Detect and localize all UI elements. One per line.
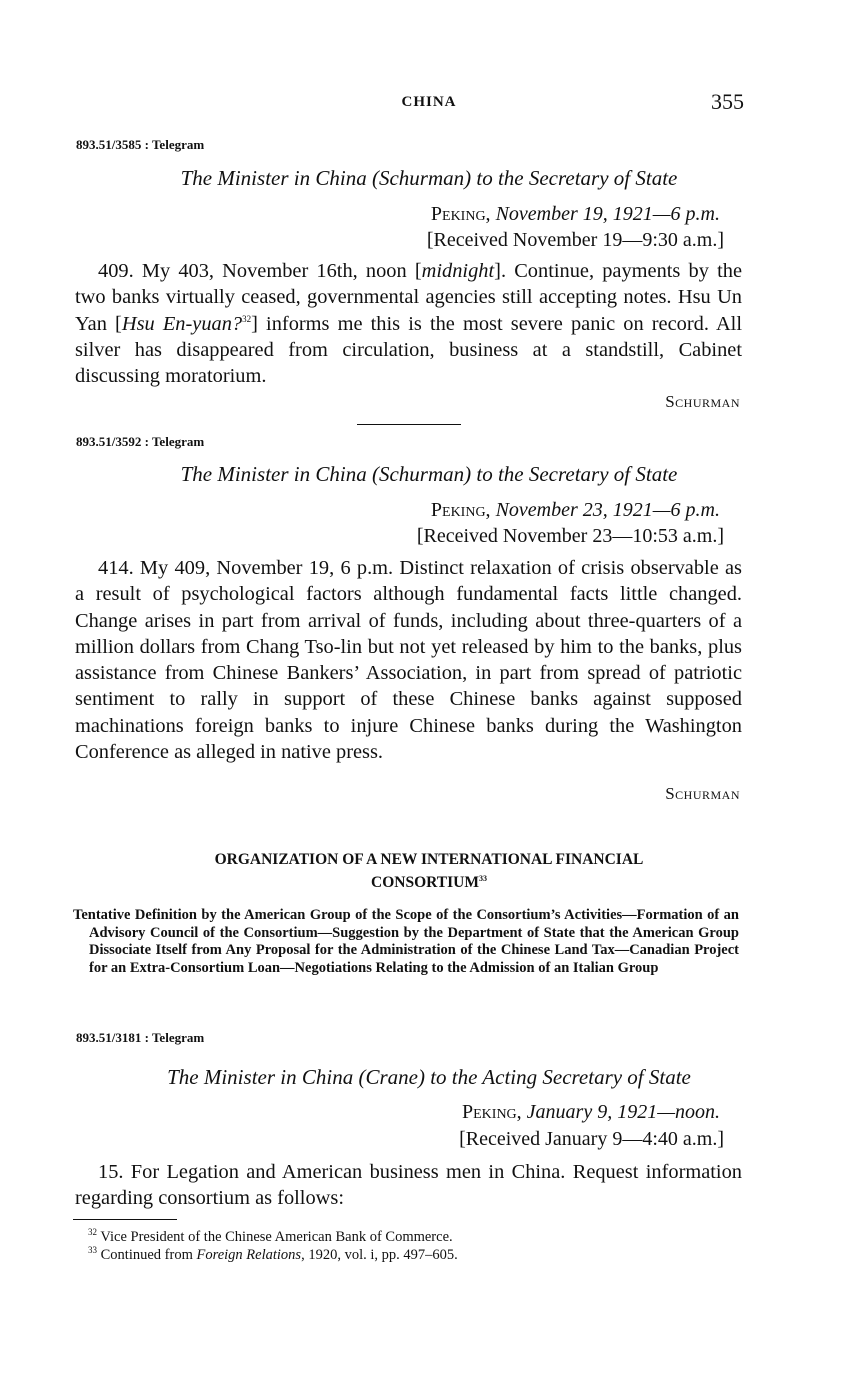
dateline: Peking, January 9, 1921—noon.	[462, 1101, 720, 1123]
page-number: 355	[711, 89, 744, 114]
section-divider	[357, 424, 461, 425]
footnote-ref: 33	[478, 874, 487, 883]
telegram-body: 409. My 403, November 16th, noon [midnight]. Continue, payments by the two banks virtually ceased, governmental agencies still accepting notes. Hsu Un Yan [Hsu En-yuan?$^{32}$] informs me this is the most severe panic on record. All silver has disappeared from circulation, business at a standstill, Cabinet discussing moratorium.	[75, 260, 742, 388]
section-summary: Tentative Definition by the American Group of the Scope of the Consortium’s Activities—Formation of an Advisory Council of the Consortium—Suggestion by the Department of State that the American Group Dissociate Itself from Any Proposal for the Administration of the Chinese Land Tax—Canadian Project for an Extra-Consortium Loan—Negotiations Relating to the Admission of an Italian Group	[73, 907, 739, 976]
dateline: Peking, November 19, 1921—6 p.m.	[430, 203, 720, 225]
file-reference: 893.51/3585 : Telegram	[76, 137, 205, 152]
section-heading: ORGANIZATION OF A NEW INTERNATIONAL FINANCIAL CONSORTIUM$^{33}$	[214, 851, 644, 892]
signature: Schurman	[665, 784, 740, 803]
telegram-body: 414. My 409, November 19, 6 p.m. Distinct relaxation of crisis observable as a result of psychological factors although fundamental facts little changed. Change arises in part from arrival of funds, including about three-quarters of a million dollars from Chang Tso-lin but not yet released by him to the banks, plus assistance from Chinese Bankers’ Association, in part from spread of patriotic sentiment to rally in support of these Chinese banks against supposed machinations foreign banks to injure Chinese banks during the Washington Conference as alleged in native press.	[75, 557, 742, 764]
received-line: [Received November 23—10:53 a.m.]	[416, 525, 724, 547]
footnote-rule	[73, 1219, 177, 1220]
signature: Schurman	[665, 392, 740, 411]
telegram-body: 15. For Legation and American business men in China. Request information regarding consortium as follows:	[75, 1161, 742, 1210]
file-reference: 893.51/3592 : Telegram	[76, 434, 205, 449]
footnote-32: $^{32}$ Vice President of the Chinese American Bank of Commerce.	[88, 1227, 453, 1245]
running-header: CHINA	[401, 94, 457, 110]
document-caption: The Minister in China (Crane) to the Acting Secretary of State	[167, 1065, 691, 1089]
received-line: [Received January 9—4:40 a.m.]	[459, 1128, 724, 1150]
file-reference: 893.51/3181 : Telegram	[76, 1030, 205, 1045]
received-line: [Received November 19—9:30 a.m.]	[426, 229, 724, 251]
dateline: Peking, November 23, 1921—6 p.m.	[430, 499, 720, 521]
document-caption: The Minister in China (Schurman) to the Secretary of State	[180, 462, 678, 486]
document-caption: The Minister in China (Schurman) to the Secretary of State	[180, 166, 678, 190]
footnote-ref: 32	[242, 313, 252, 324]
footnote-33: $^{33}$ Continued from Foreign Relations, 1920, vol. i, pp. 497–605.	[88, 1245, 458, 1263]
